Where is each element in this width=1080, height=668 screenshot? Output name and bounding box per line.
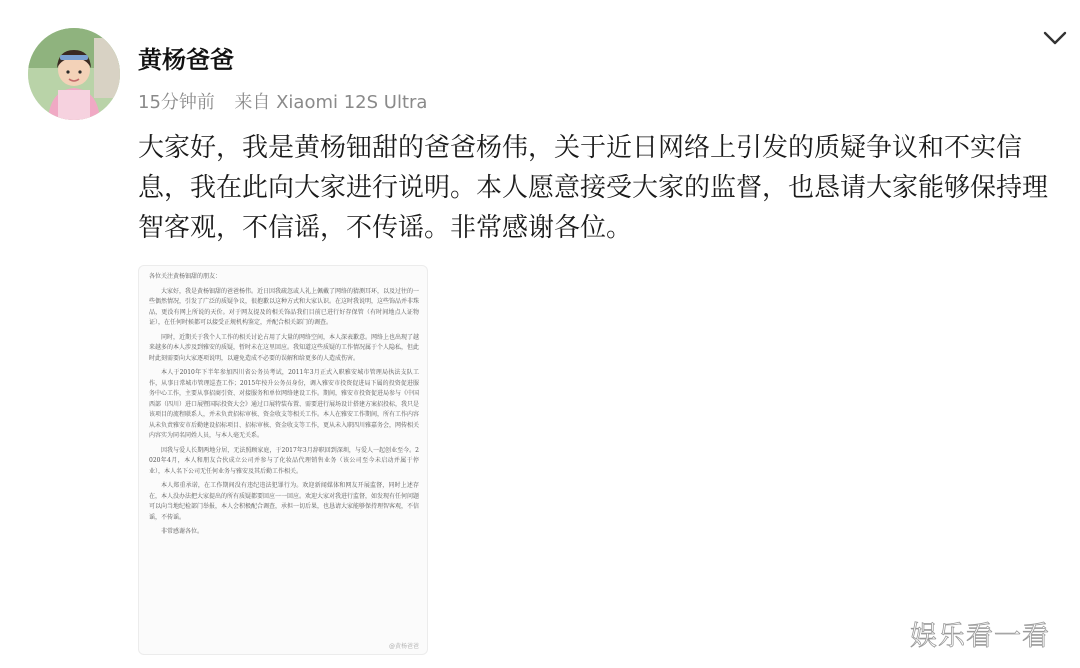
page-watermark: 娱乐看一看 xyxy=(910,621,1050,652)
statement-paragraph: 本人于2010年下半年参加四川省公务员考试，2011年3月正式入职雅安城市管理局执法支队工作，从事日常城市管理巡查工作；2015年按升公务员身份，调入雅安市投资促进局下属的投资促进服务中心工作，主要从事招商引资、对接服务和单位网络建设工作。期间，雅安市投资促进局参与《中国西部（四川）进口展暨国际投资大会》通过口展特装布置、需要进行展场设计搭建方案招投标，我只是该项目的流程联系人，并未负责招标审核、资金收支等相关工作。本人在雅安工作期间，所有工作内容从未负责雅安市后勤建设招标项目、招标审核、资金收支等工作，更从未入职四川雅嘉务会，网传相关内容实为同名同姓人员，与本人毫无关系。 xyxy=(149,369,420,439)
post-meta xyxy=(138,88,427,114)
statement-text xyxy=(149,272,419,542)
avatar-photo xyxy=(28,28,120,120)
statement-paragraph: 同时，近期关于我个人工作的相关讨论占用了大量的网络空间，本人深表歉意。网络上也出现了越来越多的本人涉及到雅安的质疑，暂时未在这里回应。我知道这些质疑的工作情况属于个人隐私，但此时此刻需要向大家逐项说明，以避免造成不必要的误解和给更多的人造成伤害。 xyxy=(149,333,420,362)
statement-paragraph: 本人郑重承诺，在工作期间没有违纪违法犯罪行为。欢迎新闻媒体和网友开展监督，同时上述存在，本人没办法把大家提出的所有质疑都要回应一一回应。欢迎大家对我进行监督，如发现有任何问题可以向当地纪检部门举报，本人会积极配合调查，承担一切后果，也恳请大家能够保持理智客观，不信谣，不传谣。 xyxy=(149,482,420,521)
statement-paragraph: 非常感谢各位。 xyxy=(161,528,204,535)
post-text: 大家好，我是黄杨钿甜的爸爸杨伟，关于近日网络上引发的质疑争议和不实信息，我在此向大家进行说明。本人愿意接受大家的监督，也恳请大家能够保持理智客观，不信谣，不传谣。非常感谢各位。 xyxy=(138,133,1049,243)
statement-image[interactable] xyxy=(138,265,428,655)
post-source[interactable]: 来自 Xiaomi 12S Ultra xyxy=(234,92,428,113)
image-watermark: @黄杨爸爸 xyxy=(388,643,419,650)
statement-paragraph: 因我与爱人长期两地分居，无法照顾家庭，于2017年3月辞职回到深圳，与爱人一起创业至今。2020年4月，本人和朋友合伙成立公司并参与了化妆品代理销售业务（该公司至今未启动并属于停业），本人名下公司无任何业务与雅安及其后勤工作相关。 xyxy=(149,446,419,475)
avatar[interactable] xyxy=(28,28,120,120)
post-time: 15分钟前 xyxy=(138,92,215,113)
chevron-down-icon[interactable] xyxy=(1042,28,1068,48)
statement-salutation: 各位关注黄杨钿甜的朋友： xyxy=(149,273,222,280)
statement-paragraph: 大家好，我是黄杨钿甜的爸爸杨伟。近日因我疏忽或人礼上佩戴了网络的猜测耳环，以及过往的一些偶然情况，引发了广泛的质疑争议，很抱歉以这种方式和大家认识。在这时我说明，这些饰品并非珠品，更没有网上所说的天价。对于网友提及的相关饰品我们目前已进行好存保管（有时间地点人证物证），在任何时候都可以接受正规机构鉴定，并配合相关部门的调查。 xyxy=(149,287,420,326)
username[interactable]: 黄杨爸爸 xyxy=(138,46,234,74)
